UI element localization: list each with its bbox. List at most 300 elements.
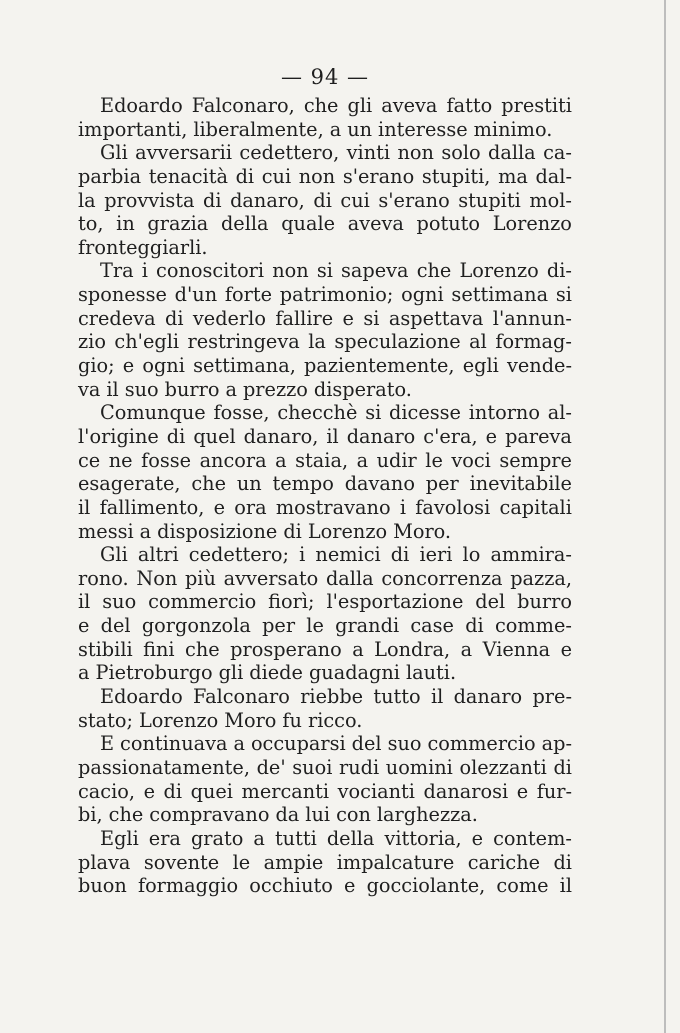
word: quei [190, 779, 233, 803]
word: gli [347, 94, 373, 117]
text-line [78, 330, 572, 354]
word: di [465, 614, 484, 638]
text-line [78, 851, 572, 875]
word: fur- [536, 779, 572, 803]
word: da [275, 803, 300, 827]
word: messi [78, 519, 134, 543]
word: ne [108, 448, 133, 472]
word: impalcature [336, 850, 455, 874]
word: a [225, 377, 237, 401]
word: l'origine [78, 424, 159, 448]
word: non [272, 259, 309, 283]
word: Gli [100, 543, 128, 567]
word: stibili [78, 637, 133, 661]
word: il [559, 874, 572, 898]
word: provvista [104, 188, 195, 212]
word: gli [218, 661, 244, 685]
text-line [78, 827, 572, 851]
text-line [78, 496, 572, 520]
word: buon [78, 874, 127, 898]
word: ogni [401, 283, 444, 307]
word: davano [344, 472, 415, 496]
word: a [356, 448, 369, 472]
text-line [78, 283, 572, 307]
word: di- [546, 259, 572, 283]
word: fosse [141, 448, 192, 472]
word: non [397, 141, 434, 165]
word: suo [387, 732, 422, 756]
text-line [78, 661, 572, 685]
word: fallimento, [99, 495, 205, 519]
word: riebbe [300, 685, 364, 709]
word: cariche [467, 850, 541, 874]
word: fiorì; [268, 590, 315, 614]
word: il [106, 377, 119, 401]
word: concorrenza [381, 566, 503, 590]
word: Tra [100, 259, 134, 283]
word: Falconaro, [191, 94, 295, 117]
text-line [78, 780, 572, 804]
word: gocciolante, [366, 874, 486, 898]
text-line [78, 520, 572, 544]
word: fu [282, 708, 302, 732]
word: stupiti, [421, 164, 491, 188]
word: conoscitori [156, 259, 265, 283]
word: sovente [143, 850, 220, 874]
word: avversarii [135, 141, 233, 165]
word: guadagni [308, 661, 400, 685]
word: di [553, 755, 572, 779]
word: passionatamente, [78, 755, 250, 779]
word: potuto [416, 212, 481, 236]
word: prosperano [230, 637, 342, 661]
text-line [78, 378, 572, 402]
word: il [430, 685, 444, 709]
word: mol- [529, 188, 572, 212]
word: Lorenzo [459, 259, 539, 283]
word: patrimonio; [279, 283, 394, 307]
word: occuparsi [250, 732, 346, 756]
word: i [299, 543, 306, 567]
word: aveva [347, 212, 404, 236]
text-line [78, 425, 572, 449]
word: diede [249, 661, 303, 685]
paragraph [78, 827, 572, 898]
word: la [78, 188, 96, 212]
word: mostravano [275, 495, 391, 519]
word: stato; [78, 708, 133, 732]
text-line [78, 803, 572, 827]
word: il [78, 495, 91, 519]
word: lauti. [405, 661, 457, 685]
word: di [553, 850, 572, 874]
text-line [78, 449, 572, 473]
word: ap- [541, 732, 572, 756]
word: va [78, 377, 101, 401]
word: di [203, 188, 222, 212]
word: intorno [468, 401, 540, 425]
word: tenacità [148, 164, 228, 188]
word: favolosi [415, 495, 491, 519]
word: i [399, 495, 406, 519]
text-line [78, 259, 572, 283]
word: come [496, 874, 549, 898]
word: importanti, [78, 117, 188, 141]
text-line [78, 307, 572, 331]
word: prezzo [242, 377, 308, 401]
word: case [410, 614, 454, 638]
word: formaggio [137, 874, 239, 898]
word: bi, [78, 803, 103, 827]
paragraph [78, 543, 572, 685]
word: pazza, [510, 566, 572, 590]
word: si [365, 401, 382, 425]
word: che [185, 637, 220, 661]
word: danaro, [243, 424, 319, 448]
word: s'erano [378, 188, 450, 212]
word: inevitabile [469, 472, 572, 496]
word: ancora [199, 448, 267, 472]
word: tempo [272, 472, 334, 496]
word: fini [143, 637, 175, 661]
word: quale [281, 212, 336, 236]
word: cacio, [78, 779, 135, 803]
word: danaro [453, 685, 523, 709]
word: danarosi [423, 779, 509, 803]
word: stupiti [458, 188, 521, 212]
word: minimo. [473, 117, 553, 141]
word: Lorenzo [307, 519, 388, 543]
word: suo [124, 377, 159, 401]
word: e [143, 779, 155, 803]
word: della [220, 212, 269, 236]
word: larghezza. [376, 803, 478, 827]
word: grazia [147, 212, 209, 236]
word: E [100, 732, 115, 756]
text-line [78, 165, 572, 189]
word: per [262, 614, 296, 638]
word: liberalmente, [193, 117, 324, 141]
word: tutti [274, 826, 317, 850]
word: Non [136, 566, 178, 590]
word: Lorenzo [492, 212, 572, 236]
text-line [78, 567, 572, 591]
word: de' [256, 755, 286, 779]
text-line [78, 94, 572, 118]
word: l'esportazione [326, 590, 464, 614]
word: credeva [78, 306, 156, 330]
word: a [253, 826, 265, 850]
word: olezzanti [459, 755, 547, 779]
word: speculazione [334, 330, 461, 354]
word: prestiti [501, 94, 572, 117]
word: suoi [292, 755, 333, 779]
word: i [141, 259, 148, 283]
word: non [298, 164, 336, 188]
word: di [163, 779, 183, 803]
word: avversato [223, 566, 319, 590]
word: del [475, 590, 506, 614]
word: formag- [495, 330, 572, 354]
word: gio; [78, 354, 115, 378]
word: burro [517, 590, 572, 614]
word: aspettava [388, 306, 484, 330]
word: con [336, 803, 371, 827]
word: comme- [494, 614, 572, 638]
word: danaro [346, 424, 416, 448]
word: ammira- [490, 543, 572, 567]
word: a [233, 732, 245, 756]
word: Moro [224, 708, 277, 732]
word: vende- [506, 354, 572, 378]
word: pre- [532, 685, 572, 709]
word: disposizione [157, 519, 278, 543]
word: ampie [263, 850, 324, 874]
word: sempre [499, 448, 572, 472]
word: plava [78, 850, 131, 874]
paragraph [78, 141, 572, 259]
word: del [351, 732, 382, 756]
word: lo [462, 543, 481, 567]
paragraph [78, 259, 572, 401]
word: a [329, 117, 342, 141]
word: zio [78, 330, 106, 354]
word: settimana [451, 283, 549, 307]
word: burro [164, 377, 220, 401]
word: e [344, 874, 356, 898]
word: si [316, 259, 333, 283]
word: udir [376, 448, 417, 472]
word: a [139, 519, 152, 543]
word: aveva [381, 94, 438, 117]
word: di [166, 424, 186, 448]
word: contem- [493, 826, 572, 850]
word: fronteggiarli. [78, 235, 208, 259]
word: rono. [78, 566, 129, 590]
word: Edoardo [100, 94, 183, 117]
word: di [313, 188, 332, 212]
word: parbia [78, 164, 142, 188]
text-line [78, 118, 572, 142]
word: vittoria, [384, 826, 462, 850]
word: sponesse [78, 283, 167, 307]
word: esagerate, [78, 472, 181, 496]
paragraph [78, 401, 572, 543]
word: a [460, 637, 473, 661]
word: e [516, 779, 529, 803]
word: che [191, 472, 227, 496]
text-line [78, 709, 572, 733]
word: cui [261, 164, 292, 188]
text-line [78, 141, 572, 165]
word: quel [193, 424, 236, 448]
word: a [352, 637, 364, 661]
word: capitali [499, 495, 572, 519]
word: disperato. [313, 377, 412, 401]
word: fatto [446, 94, 493, 117]
word: Falconaro [193, 685, 290, 709]
word: mercanti [241, 779, 330, 803]
word: a [275, 448, 287, 472]
word: uomini [385, 755, 453, 779]
word: to, [78, 212, 104, 236]
text-line [78, 614, 572, 638]
word: ca- [543, 141, 572, 165]
word: dal- [535, 164, 572, 188]
word: al- [547, 401, 572, 425]
word: Egli [100, 826, 139, 850]
word: occhiuto [249, 874, 333, 898]
word: egli [462, 354, 499, 378]
word: per [425, 472, 459, 496]
word: danaro, [230, 188, 305, 212]
word: grato [190, 826, 244, 850]
word: un [236, 472, 262, 496]
word: solo [441, 141, 481, 165]
word: il [326, 424, 339, 448]
body-text [78, 94, 572, 898]
word: si [363, 306, 380, 330]
word: a [78, 661, 90, 685]
text-line [78, 212, 572, 236]
word: il [78, 590, 91, 614]
page-edge [664, 0, 666, 1033]
text-line [78, 756, 572, 780]
text-line [78, 732, 572, 756]
word: ce [78, 448, 101, 472]
word: ora [234, 495, 267, 519]
paragraph [78, 732, 572, 827]
word: al [469, 330, 487, 354]
word: cui [340, 188, 370, 212]
text-line [78, 638, 572, 662]
word: e [560, 637, 572, 661]
paragraph [78, 94, 572, 141]
word: gorgonzola [141, 614, 251, 638]
text-line [78, 543, 572, 567]
word: ieri [419, 543, 453, 567]
word: si [555, 283, 572, 307]
word: forte [224, 283, 273, 307]
text-line [78, 401, 572, 425]
word: settimana, [193, 354, 296, 378]
text-line [78, 874, 572, 898]
word: e [122, 354, 135, 378]
word: e [471, 826, 484, 850]
word: Lorenzo [139, 708, 219, 732]
word: pareva [505, 424, 572, 448]
word: altri [137, 543, 179, 567]
word: la [308, 330, 326, 354]
word: le [306, 614, 324, 638]
word: fallire [275, 306, 334, 330]
word: in [116, 212, 135, 236]
word: che [416, 259, 452, 283]
word: staia, [295, 448, 349, 472]
word: grandi [335, 614, 400, 638]
word: Vienna [482, 637, 551, 661]
word: di [283, 519, 302, 543]
word: un [347, 117, 373, 141]
text-line [78, 685, 572, 709]
word: c'era, [423, 424, 478, 448]
word: sapeva [341, 259, 409, 283]
word: Gli [100, 141, 128, 165]
text-line [78, 189, 572, 213]
word: Moro. [393, 519, 452, 543]
word: e [78, 614, 90, 638]
word: cedettero, [239, 141, 340, 165]
word: ogni [142, 354, 185, 378]
word: voci [451, 448, 491, 472]
word: Pietroburgo [95, 661, 213, 685]
word: che [303, 94, 339, 117]
word: commercio [427, 732, 536, 756]
book-page [78, 62, 572, 898]
word: dalla [325, 566, 374, 590]
text-line [78, 236, 572, 260]
word: Edoardo [100, 685, 183, 709]
text-line [78, 472, 572, 496]
word: vinti [346, 141, 391, 165]
word: le [425, 448, 443, 472]
word: e [342, 306, 354, 330]
word: suo [102, 590, 137, 614]
word: continuava [120, 732, 228, 756]
text-line [78, 354, 572, 378]
word: ricco. [307, 708, 363, 732]
word: l'annun- [492, 306, 572, 330]
word: che [108, 803, 144, 827]
word: interesse [378, 117, 468, 141]
word: rudi [339, 755, 380, 779]
word: Londra, [374, 637, 451, 661]
word: di [235, 164, 255, 188]
word: fosse, [213, 401, 270, 425]
word: più [184, 566, 216, 590]
word: tutto [373, 685, 421, 709]
word: Comunque [100, 401, 206, 425]
word: restringeva [187, 330, 300, 354]
word: le [232, 850, 251, 874]
word: lui [305, 803, 331, 827]
word: ch'egli [114, 330, 180, 354]
word: di [164, 306, 184, 330]
word: dalla [488, 141, 536, 165]
text-line [78, 590, 572, 614]
word: cedettero; [188, 543, 289, 567]
word: d'un [174, 283, 218, 307]
word: era [148, 826, 181, 850]
word: di [390, 543, 410, 567]
word: e [213, 495, 226, 519]
word: s'erano [342, 164, 415, 188]
word: vederlo [192, 306, 266, 330]
word: del [100, 614, 131, 638]
word: vocianti [337, 779, 415, 803]
page-number: — 94 — [280, 65, 370, 89]
word: e [485, 424, 498, 448]
word: nemici [315, 543, 381, 567]
word: ma [498, 164, 528, 188]
word: della [326, 826, 375, 850]
paragraph [78, 685, 572, 732]
word: commercio [148, 590, 257, 614]
word: pazientemente, [304, 354, 455, 378]
word: checchè [277, 401, 358, 425]
word: compravano [149, 803, 270, 827]
word: dicesse [389, 401, 461, 425]
